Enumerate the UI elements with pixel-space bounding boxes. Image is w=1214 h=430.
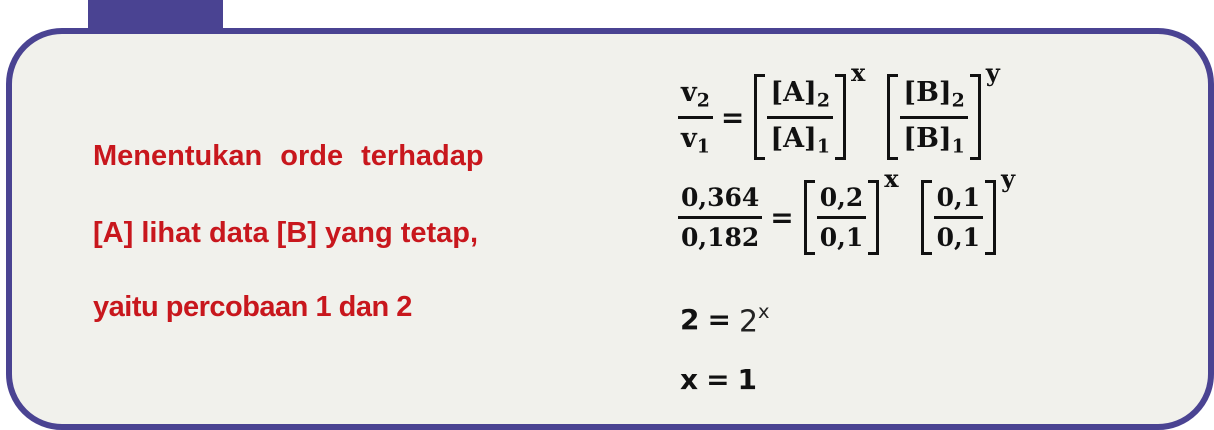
a2-value: 0,2 <box>819 183 864 212</box>
equation-substituted <box>678 164 1035 255</box>
rate-denominator: $v_1$ <box>678 116 713 158</box>
equals-sign: = <box>770 201 794 234</box>
result-variable: x <box>680 363 699 396</box>
a1-value: 0,1 <box>817 216 867 252</box>
exponent-x: x <box>884 164 899 193</box>
description-line-2: [A] lihat data [B] yang tetap, <box>93 217 479 249</box>
bracket-b-ratio <box>887 74 981 160</box>
b2-value: 0,1 <box>936 183 981 212</box>
equals-sign: = <box>707 303 731 337</box>
a1-concentration: $[A]_1$ <box>767 116 833 158</box>
rate-fraction <box>678 77 713 157</box>
b1-value: 0,1 <box>934 216 984 252</box>
rate-numerator: $v_2$ <box>681 77 710 112</box>
b2-concentration: $[B]_2$ <box>903 77 965 112</box>
equals-sign: = <box>706 363 730 396</box>
equation-rate-ratio <box>678 58 1020 160</box>
a2-concentration: $[A]_2$ <box>770 77 830 112</box>
lhs-value: 2 <box>680 303 700 337</box>
result-value: 1 <box>737 363 758 396</box>
equation-simplified <box>680 300 770 340</box>
rate-values-fraction <box>678 183 762 252</box>
exponent-y: y <box>985 58 1000 87</box>
exponent-x: x <box>850 58 866 87</box>
header-tab <box>88 0 223 30</box>
bracket-a-values <box>804 180 880 255</box>
b1-concentration: $[B]_1$ <box>900 116 968 158</box>
description-line-3: yaitu percobaan 1 dan 2 <box>93 291 412 323</box>
exponent-y: y <box>1001 164 1016 193</box>
power-expression: 2$^x$ <box>738 300 770 340</box>
equals-sign: = <box>720 100 745 134</box>
description-line-1: Menentukan orde terhadap <box>93 140 484 172</box>
rate-value-1: 0,182 <box>678 216 762 252</box>
equation-result <box>680 363 757 396</box>
bracket-a-ratio <box>754 74 846 160</box>
bracket-b-values <box>921 180 997 255</box>
rate-value-2: 0,364 <box>681 183 760 212</box>
